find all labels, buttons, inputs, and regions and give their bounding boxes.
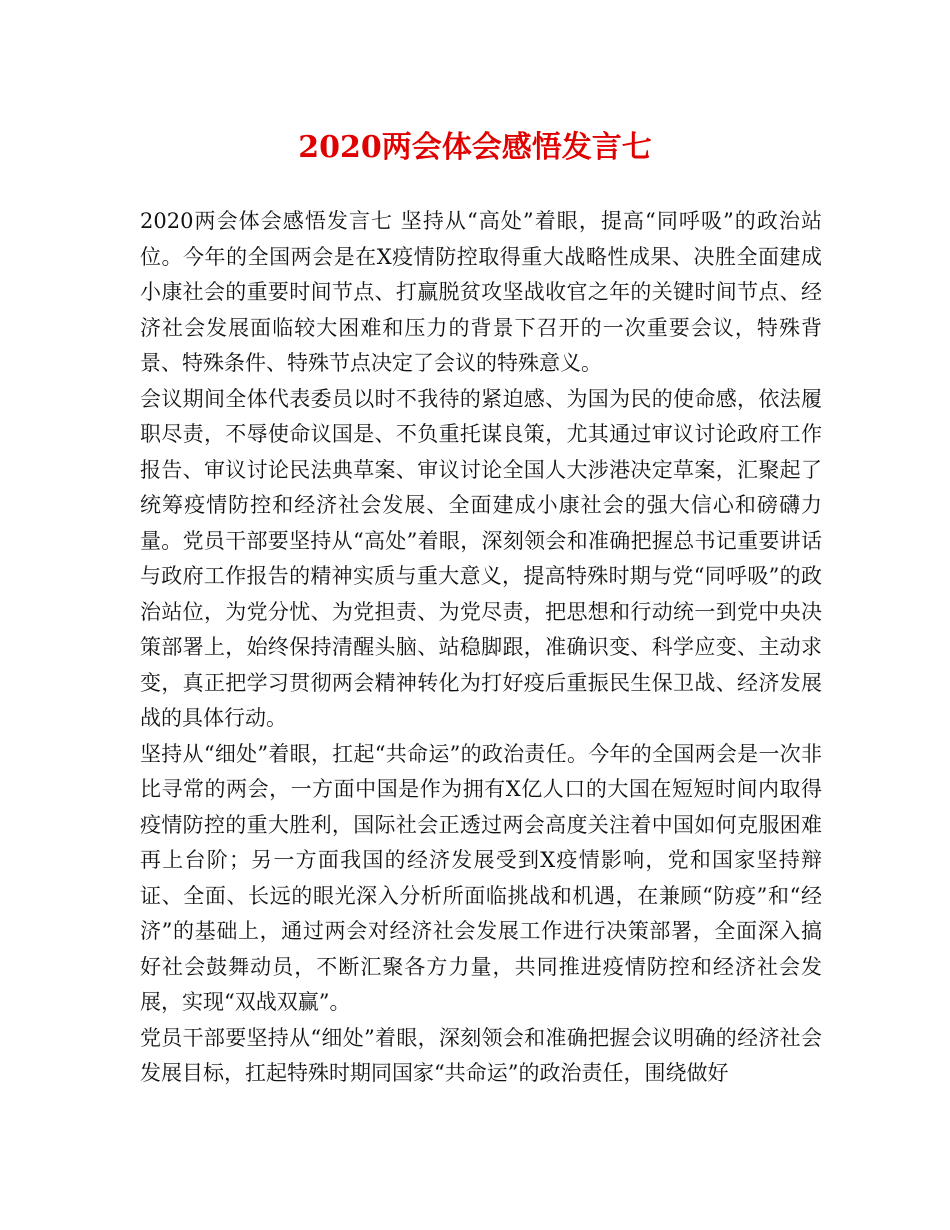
paragraph: 2020两会体会感悟发言七 坚持从“高处”着眼，提高“同呼吸”的政治站位。今年的全国两会是在X疫情防控取得重大战略性成果、决胜全面建成小康社会的重要时间节点、打赢脱贫攻坚战收官之年的关键时间节点、经济社会发展面临较大困难和压力的背景下召开的一次重要会议，特殊背景、特殊条件、特殊节点决定了会议的特殊意义。 (140, 209, 822, 375)
paragraph: 党员干部要坚持从“细处”着眼，深刻领会和准确把握会议明确的经济社会发展目标，扛起特殊时期同国家“共命运”的政治责任，围绕做好 (140, 1025, 822, 1085)
paragraph: 坚持从“细处”着眼，扛起“共命运”的政治责任。今年的全国两会是一次非比寻常的两会，一方面中国是作为拥有X亿人口的大国在短短时间内取得疫情防控的重大胜利，国际社会正透过两会高度关注着中国如何克服困难再上台阶；另一方面我国的经济发展受到X疫情影响，党和国家坚持辩证、全面、长远的眼光深入分析所面临挑战和机遇，在兼顾“防疫”和“经济”的基础上，通过两会对经济社会发展工作进行决策部署，全面深入搞好社会鼓舞动员，不断汇聚各方力量，共同推进疫情防控和经济社会发展，实现“双战双赢”。 (140, 741, 822, 1014)
document-title: 2020两会体会感悟发言七 (298, 130, 652, 165)
document-body (140, 204, 822, 1092)
paragraph: 会议期间全体代表委员以时不我待的紧迫感、为国为民的使命感，依法履职尽责，不辱使命议国是、不负重托谋良策，尤其通过审议讨论政府工作报告、审议讨论民法典草案、审议讨论全国人大涉港决定草案，汇聚起了统筹疫情防控和经济社会发展、全面建成小康社会的强大信心和磅礴力量。党员干部要坚持从“高处”着眼，深刻领会和准确把握总书记重要讲话与政府工作报告的精神实质与重大意义，提高特殊时期与党“同呼吸”的政治站位，为党分忧、为党担责、为党尽责，把思想和行动统一到党中央决策部署上，始终保持清醒头脑、站稳脚跟，准确识变、科学应变、主动求变，真正把学习贯彻两会精神转化为打好疫后重振民生保卫战、经济发展战的具体行动。 (140, 386, 822, 730)
